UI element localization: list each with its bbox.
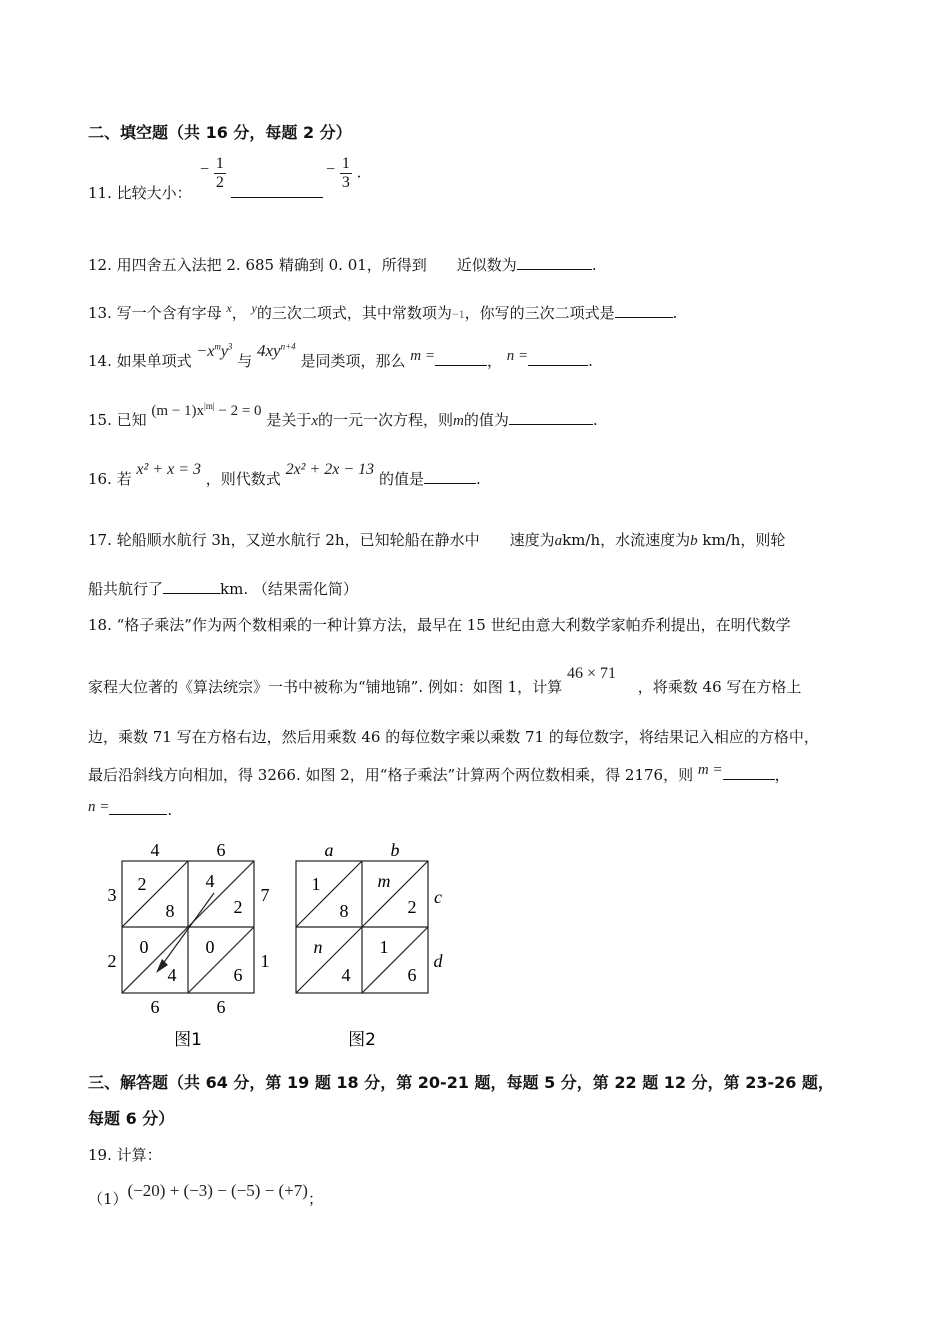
question-18-line-1: 18. “格子乘法”作为两个数相乘的一种计算方法，最早在 15 世纪由意大利数学家帕乔利提出，在明代数学 bbox=[88, 616, 791, 634]
fig1-cell-ones: 8 bbox=[165, 901, 175, 921]
q11-fraction-left: − $\frac{1}{2}$ bbox=[200, 155, 224, 191]
fig2-right-label: c bbox=[434, 887, 442, 907]
question-14: 14. 如果单项式 $-x^my^3$ 与 $4xy^{n+4}$ 是同类项，那么 m = ， n = . bbox=[88, 341, 593, 370]
fig1-cell-ones: 4 bbox=[167, 965, 177, 985]
question-16: 16. 若 x² + x = 3 ，则代数式 2x² + 2x − 13 的值是 . bbox=[88, 461, 481, 488]
q11-fraction-right: − $\frac{1}{3}$ . bbox=[326, 155, 362, 191]
fig2-cell-tens: 1 bbox=[379, 937, 389, 957]
section-3-title-line-2: 每题 6 分） bbox=[88, 1109, 175, 1128]
q11-answer-blank[interactable] bbox=[231, 183, 323, 198]
fig2-cell-n: n bbox=[313, 937, 323, 957]
fig2-cell-m: m bbox=[377, 871, 391, 891]
question-19-part-1: （1）(−20) + (−3) − (−5) − (+7)； bbox=[88, 1181, 323, 1208]
q11-prefix: 11. 比较大小： bbox=[88, 184, 192, 202]
fig1-caption: 图1 bbox=[174, 1030, 202, 1050]
fig1-cell-tens: 2 bbox=[137, 874, 147, 894]
fig1-top-digit: 4 bbox=[150, 840, 160, 860]
fig1-left-digit: 2 bbox=[107, 951, 117, 971]
fig2-caption: 图2 bbox=[348, 1030, 376, 1050]
fig1-cell-ones: 6 bbox=[233, 965, 243, 985]
question-19-title: 19. 计算： bbox=[88, 1146, 162, 1164]
fig2-cell-tens: 1 bbox=[311, 874, 321, 894]
question-18-line-5: n = . bbox=[88, 799, 173, 819]
fig2-right-label: d bbox=[433, 951, 443, 971]
q14-m-blank[interactable] bbox=[435, 351, 487, 366]
question-18-line-4: 最后沿斜线方向相加，得 3266. 如图 2，用“格子乘法”计算两个两位数相乘，得 2176，则 m = ， bbox=[88, 762, 790, 784]
arrow-head-icon bbox=[156, 959, 168, 973]
question-12: 12. 用四舍五入法把 2. 685 精确到 0. 01，所得到 近似数为 . bbox=[88, 256, 597, 274]
fig1-bottom-digit: 6 bbox=[216, 997, 226, 1017]
fig1-cell-tens: 4 bbox=[205, 871, 215, 891]
question-13: 13. 写一个含有字母 $^x$， $^y$的三次二项式，其中常数项为−1，你写的三次二项式是 . bbox=[88, 301, 678, 322]
question-11 bbox=[88, 156, 192, 202]
q17-answer-blank[interactable] bbox=[163, 579, 220, 594]
question-17-line-1: 17. 轮船顺水航行 3h，又逆水航行 2h，已知轮船在静水中 速度为akm/h，水流速度为b km/h，则轮 bbox=[88, 531, 786, 549]
fig2-cell-ones: 2 bbox=[407, 897, 417, 917]
section-3-title-line-1: 三、解答题（共 64 分，第 19 题 18 分，第 20-21 题，每题 5 分，第 22 题 12 分，第 23-26 题， bbox=[88, 1073, 834, 1092]
section-2-title: 二、填空题（共 16 分，每题 2 分） bbox=[88, 123, 352, 142]
question-17-line-2: 船共航行了 km. （结果需化简） bbox=[88, 580, 358, 598]
figure-1-lattice bbox=[96, 835, 286, 1055]
fig2-top-label: b bbox=[390, 840, 400, 860]
fig1-left-digit: 3 bbox=[107, 885, 117, 905]
question-15: 15. 已知 $(m - 1)x^{|m|} - 2 = 0$ 是关于x的一元一次方程，则m的值为 . bbox=[88, 401, 598, 429]
fig2-cell-ones: 8 bbox=[339, 901, 349, 921]
q14-n-blank[interactable] bbox=[528, 351, 588, 366]
fig1-top-digit: 6 bbox=[216, 840, 226, 860]
q15-answer-blank[interactable] bbox=[509, 410, 593, 425]
q12-answer-blank[interactable] bbox=[517, 255, 592, 270]
fig1-cell-ones: 2 bbox=[233, 897, 243, 917]
q13-answer-blank[interactable] bbox=[615, 303, 673, 318]
fig2-cell-ones: 6 bbox=[407, 965, 417, 985]
q16-answer-blank[interactable] bbox=[424, 469, 476, 484]
fig1-right-digit: 7 bbox=[260, 885, 270, 905]
question-18-line-3: 边，乘数 71 写在方格右边，然后用乘数 46 的每位数字乘以乘数 71 的每位数字，将结果记入相应的方格中， bbox=[88, 728, 819, 746]
fig1-right-digit: 1 bbox=[260, 951, 270, 971]
fig1-bottom-digit: 6 bbox=[150, 997, 160, 1017]
fig2-top-label: a bbox=[324, 840, 334, 860]
fig1-cell-tens: 0 bbox=[205, 937, 215, 957]
q18-n-blank[interactable] bbox=[109, 800, 167, 815]
figure-2-lattice bbox=[280, 835, 460, 1055]
fig1-cell-tens: 0 bbox=[139, 937, 149, 957]
fig2-cell-ones: 4 bbox=[341, 965, 351, 985]
q18-m-blank[interactable] bbox=[723, 765, 775, 780]
question-18-line-2: 家程大位著的《算法统宗》一书中被称为“铺地锦”. 例如：如图 1，计算 46 × 71 ，将乘数 46 写在方格上 bbox=[88, 665, 802, 696]
